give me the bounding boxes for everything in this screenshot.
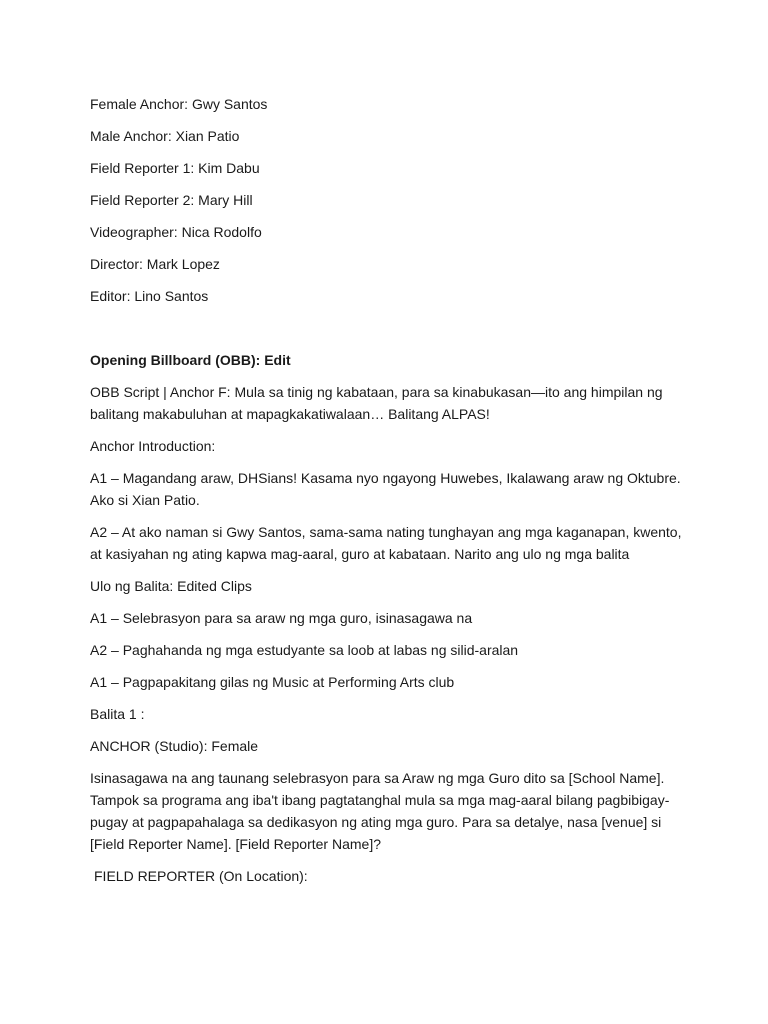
credit-field-reporter-2: Field Reporter 2: Mary Hill: [90, 192, 253, 208]
a2-greeting-paragraph: A2 – At ako naman si Gwy Santos, sama-sama nating tunghayan ang mga kaganapan, kwento, at kasiyahan ng ating kapwa mag-aaral, guro at kabataan. Narito ang ulo ng mga balita: [90, 524, 682, 562]
credit-male-anchor: Male Anchor: Xian Patio: [90, 128, 240, 144]
balita-1-label: Balita 1 :: [90, 706, 145, 722]
field-reporter-label: FIELD REPORTER (On Location):: [94, 868, 308, 884]
credit-videographer: Videographer: Nica Rodolfo: [90, 224, 262, 240]
headline-2: A2 – Paghahanda ng mga estudyante sa loob at labas ng silid-aralan: [90, 642, 519, 658]
headline-1: A1 – Selebrasyon para sa araw ng mga guro, isinasagawa na: [90, 610, 473, 626]
obb-heading: Opening Billboard (OBB): Edit: [90, 352, 291, 368]
headlines-label: Ulo ng Balita: Edited Clips: [90, 578, 252, 594]
anchor-studio-label: ANCHOR (Studio): Female: [90, 738, 259, 754]
obb-script-paragraph: OBB Script | Anchor F: Mula sa tinig ng kabataan, para sa kinabukasan—ito ang himpilan ng balitang makabuluhan at mapagkakatiwalaan… Balitang ALPAS!: [90, 384, 663, 422]
document-page: [90, 93, 690, 897]
a1-greeting-paragraph: A1 – Magandang araw, DHSians! Kasama nyo ngayong Huwebes, Ikalawang araw ng Oktubre. Ako si Xian Patio.: [90, 470, 681, 508]
anchor-studio-script: Isinasagawa na ang taunang selebrasyon para sa Araw ng mga Guro dito sa [School Name]. Tampok sa programa ang iba't ibang pagtatanghal mula sa mga mag-aaral bilang pagbibigay-pugay at pagpapahalaga sa dedikasyon ng ating mga guro. Para sa detalye, nasa [venue] si [Field Reporter Name]. [Field Reporter Name]?: [90, 770, 670, 852]
credit-editor: Editor: Lino Santos: [90, 288, 209, 304]
credit-female-anchor: Female Anchor: Gwy Santos: [90, 96, 268, 112]
headline-3: A1 – Pagpapakitang gilas ng Music at Performing Arts club: [90, 674, 455, 690]
credit-director: Director: Mark Lopez: [90, 256, 220, 272]
credit-field-reporter-1: Field Reporter 1: Kim Dabu: [90, 160, 260, 176]
anchor-introduction-label: Anchor Introduction:: [90, 438, 216, 454]
